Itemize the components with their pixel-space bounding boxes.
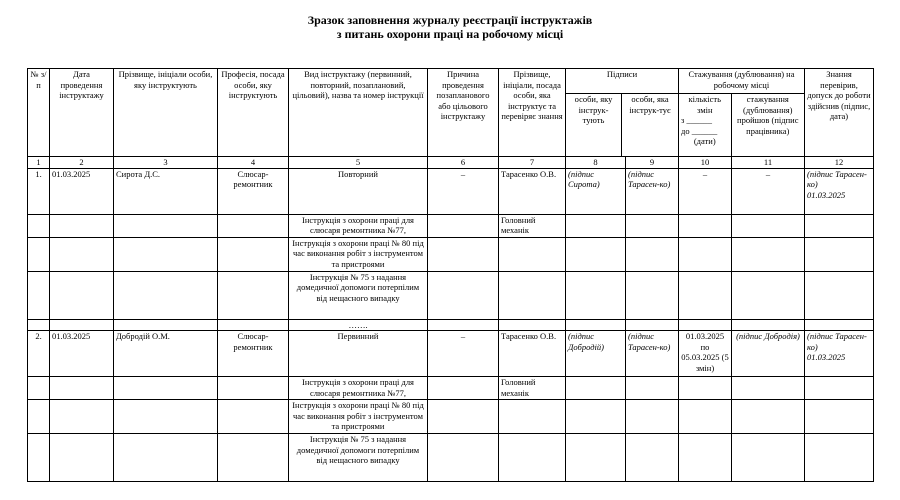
record-no: 2.: [28, 331, 50, 377]
header-passed: стажування (дублювання) пройшов (підпис працівника): [737, 94, 799, 136]
record-knowledge: [805, 168, 874, 214]
header-sign-instructed: особи, яку інструк-тують: [566, 94, 622, 156]
header-type: Вид інструктажу (первинний, повторний, позаплановий, цільовий), назва та номер інструкції: [289, 69, 428, 157]
record-sign-instructor: (підпис Тарасен-ко): [626, 168, 679, 214]
header-signatures-label: Підписи: [606, 69, 638, 79]
record-instruction: Інструкція № 75 з надання домедичної допомоги потерпілим від нещасного випадку: [289, 434, 428, 482]
table-row: [28, 331, 874, 377]
table-row: [28, 377, 874, 400]
header-knowledge: Знання перевірив, допуск до роботи здійснив (підпис, дата): [805, 69, 874, 157]
record-instruction: Інструкція з охорони праці № 80 під час виконання робіт з інструментом та пристроями: [289, 400, 428, 434]
col-number: 10: [679, 157, 732, 169]
record-profession: Слюсар-ремонтник: [218, 331, 289, 377]
header-date: Дата проведення інструктажу: [50, 69, 114, 157]
record-shifts: –: [679, 168, 732, 214]
table-row: [28, 271, 874, 319]
record-knowledge-date: 01.03.2025: [807, 189, 846, 200]
record-instruction: Інструкція з охорони праці № 80 під час виконання робіт з інструментом та пристроями: [289, 237, 428, 271]
record-instructor: Тарасенко О.В.: [499, 331, 566, 377]
record-instructor: Тарасенко О.В.: [499, 168, 566, 214]
column-numbers-row: [28, 157, 874, 169]
col-number: 9: [626, 157, 679, 169]
instruction-journal-table: [27, 68, 874, 482]
col-number: 2: [50, 157, 114, 169]
table-row: [28, 214, 874, 237]
record-profession: Слюсар-ремонтник: [218, 168, 289, 214]
record-knowledge: [805, 331, 874, 377]
record-passed: –: [732, 168, 805, 214]
record-instruction: Інструкція з охорони праці для слюсаря ремонтника №77,: [289, 377, 428, 400]
record-knowledge-date: 01.03.2025: [807, 352, 846, 362]
record-separator: …….: [289, 319, 428, 331]
header-shifts-line2: з ______: [681, 115, 712, 125]
record-name: Сирота Д.С.: [114, 168, 218, 214]
record-type: Повторний: [289, 168, 428, 214]
record-date: 01.03.2025: [50, 331, 114, 377]
record-sign-instructed: (підпис Сирота): [566, 168, 626, 214]
table-row: [28, 319, 874, 331]
col-number: 6: [428, 157, 499, 169]
record-sign-instructed: (підпис Добродій): [566, 331, 626, 377]
record-reason: –: [428, 168, 499, 214]
page-title: Зразок заповнення журналу реєстрації інструктажів: [307, 13, 593, 27]
record-passed: (підпис Добродія): [732, 331, 805, 377]
table-row: [28, 237, 874, 271]
page-subtitle: з питань охорони праці на робочому місці: [336, 27, 564, 41]
record-instruction: Інструкція з охорони праці для слюсаря ремонтника №77,: [289, 214, 428, 237]
header-sign-instructor: особи, яка інструк-тує: [629, 94, 671, 115]
record-name: Добродій О.М.: [114, 331, 218, 377]
record-no: 1.: [28, 168, 50, 214]
col-number: 1: [28, 157, 50, 169]
header-shifts-line4: (дати): [693, 136, 716, 146]
col-number: 5: [289, 157, 428, 169]
header-name: Прізвище, ініціали особи, яку інструктують: [114, 69, 218, 157]
record-knowledge-sign: (підпис Тарасен-ко): [807, 331, 867, 352]
record-date: 01.03.2025: [50, 168, 114, 214]
record-sign-instructor: (підпис Тарасен-ко): [626, 331, 679, 377]
table-row: [28, 434, 874, 482]
table-row: [28, 168, 874, 214]
record-instructor-position: Головний механік: [499, 214, 566, 237]
table-row: [28, 400, 874, 434]
record-knowledge-sign: (підпис Тарасен-ко): [807, 168, 867, 189]
col-number: 11: [732, 157, 805, 169]
col-number: 12: [805, 157, 874, 169]
header-shifts-line3: до ______: [681, 125, 718, 136]
col-number: 4: [218, 157, 289, 169]
record-instruction: Інструкція № 75 з надання домедичної допомоги потерпілим від нещасного випадку: [289, 271, 428, 319]
header-shifts: [679, 94, 732, 156]
col-number: 7: [499, 157, 566, 169]
header-no: № з/п: [28, 69, 50, 157]
header-reason: Причина проведення позапланового або цільового інструктажу: [428, 69, 499, 157]
col-number: 3: [114, 157, 218, 169]
record-type: Первинний: [289, 331, 428, 377]
record-instructor-position: Головний механік: [499, 377, 566, 400]
record-reason: –: [428, 331, 499, 377]
header-internship-label: Стажування (дублювання) на робочому місці: [688, 69, 795, 90]
header-internship: [679, 69, 805, 157]
col-number: 8: [566, 157, 626, 169]
header-row: [28, 69, 874, 157]
record-shifts: 01.03.2025 по 05.03.2025 (5 змін): [679, 331, 732, 377]
header-shifts-line1: кількість змін: [688, 94, 721, 115]
header-profession: Професія, посада особи, яку інструктують: [218, 69, 289, 157]
header-signatures: [566, 69, 679, 157]
header-instructor: Прізвище, ініціали, посада особи, яка інструктує та перевіряє знання: [499, 69, 566, 157]
